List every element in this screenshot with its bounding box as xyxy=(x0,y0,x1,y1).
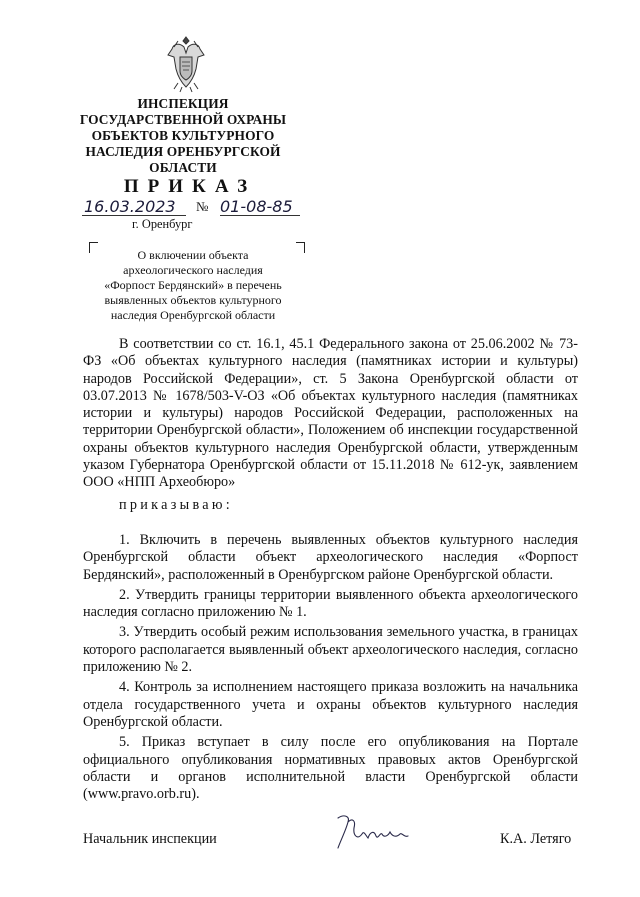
subject-line: наследия Оренбургской области xyxy=(110,308,276,322)
agency-line: НАСЛЕДИЯ ОРЕНБУРГСКОЙ xyxy=(85,144,281,159)
city: г. Оренбург xyxy=(132,217,193,231)
order-item: 5. Приказ вступает в силу после его опубликования на Портале официального опубликования нормативных правовых актов Оренбургской области и органов исполнительной власти Оренбургской области (www.pravo.orb.ru). xyxy=(83,734,578,803)
order-number: 01-08-85 xyxy=(220,197,293,216)
order-date: 16.03.2023 xyxy=(84,197,176,216)
subject-block xyxy=(92,248,294,323)
subject-line: «Форпост Бердянский» в перечень xyxy=(104,278,282,292)
coat-of-arms-icon xyxy=(166,35,206,93)
agency-line: ОБЛАСТИ xyxy=(149,160,217,175)
number-sign: № xyxy=(196,199,209,214)
agency-name xyxy=(70,96,296,176)
order-item: 4. Контроль за исполнением настоящего приказа возложить на начальника отдела государственного учета и охраны объектов культурного наследия Оренбургской области. xyxy=(83,679,578,730)
subject-line: О включении объекта xyxy=(137,248,249,262)
signatory-position: Начальник инспекции xyxy=(83,831,217,847)
order-item: 3. Утвердить особый режим использования земельного участка, в границах которого располагается выявленный объект археологического наследия, согласно приложению № 2. xyxy=(83,624,578,676)
agency-line: ГОСУДАРСТВЕННОЙ ОХРАНЫ xyxy=(79,112,287,127)
agency-line: ИНСПЕКЦИЯ xyxy=(137,96,229,111)
number-underline xyxy=(220,215,300,216)
agency-line: ОБЪЕКТОВ КУЛЬТУРНОГО xyxy=(91,128,275,143)
order-item: 1. Включить в перечень выявленных объектов культурного наследия Оренбургской области объект археологического наследия «Форпост Бердянский», расположенный в Оренбургском районе Оренбургской области. xyxy=(83,532,578,583)
corner-bracket-right-icon xyxy=(296,242,305,253)
decree-word: приказываю: xyxy=(119,497,234,513)
signatory-name: К.А. Летяго xyxy=(500,831,572,847)
preamble-block xyxy=(83,336,578,492)
document-type-title: ПРИКАЗ xyxy=(123,176,257,197)
date-underline xyxy=(82,215,186,216)
order-item: 2. Утвердить границы территории выявленного объекта археологического наследия согласно приложению № 1. xyxy=(83,586,578,621)
order-items xyxy=(83,532,578,806)
handwritten-signature xyxy=(334,812,414,852)
preamble-paragraph: В соответствии со ст. 16.1, 45.1 Федерального закона от 25.06.2002 № 73-ФЗ «Об объектах культурного наследия (памятниках истории и культуры) народов Российской Федерации», ст. 5 Закона Оренбургской области от 03.07.2013 № 1678/503-V-ОЗ «Об объектах культурного наследия (памятниках истории и культуры) народов Российской Федерации, расположенных на территории Оренбургской области», Положением об инспекции государственной охраны объектов культурного наследия Оренбургской области, утвержденным указом Губернатора Оренбургской области от 15.11.2018 № 612-ук, заявлением ООО «НПП Археобюро» xyxy=(83,336,578,491)
subject-line: археологического наследия xyxy=(123,263,263,277)
subject-line: выявленных объектов культурного xyxy=(104,293,282,307)
